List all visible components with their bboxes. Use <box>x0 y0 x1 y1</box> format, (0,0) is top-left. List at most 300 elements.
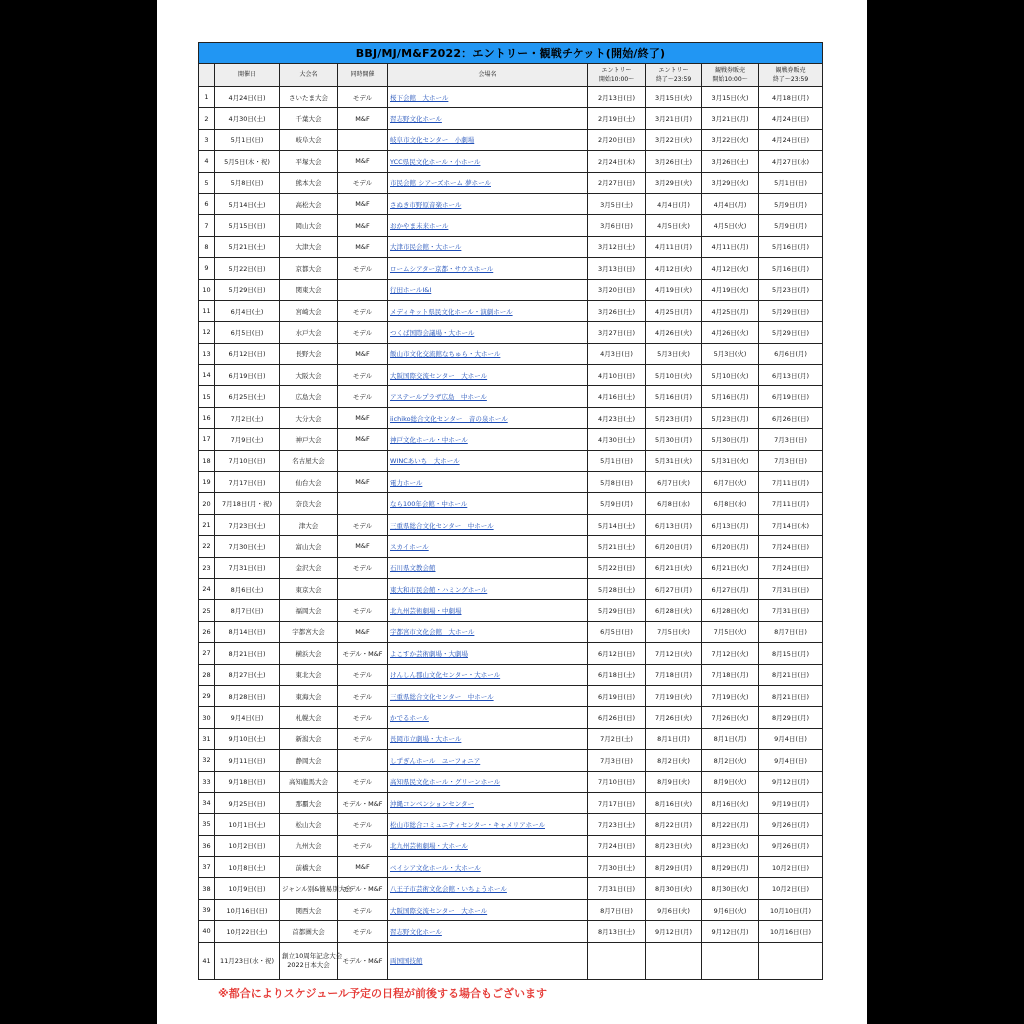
category: モデル <box>338 728 388 749</box>
event-name: 金沢大会 <box>280 557 338 578</box>
category: モデル <box>338 258 388 279</box>
event-name: 新潟大会 <box>280 728 338 749</box>
event-name: さいたま大会 <box>280 87 338 108</box>
event-name <box>280 942 343 979</box>
row-number: 40 <box>199 921 215 942</box>
category: M&F <box>338 151 388 172</box>
ticket-end: 9月26日(月) <box>759 814 823 835</box>
entry-start: 5月14日(土) <box>588 514 646 535</box>
ticket-start: 3月22日(火) <box>702 129 759 150</box>
row-number: 29 <box>199 685 215 706</box>
entry-end: 8月2日(火) <box>646 750 702 771</box>
entry-end: 4月5日(火) <box>646 215 702 236</box>
entry-end: 9月12日(月) <box>646 921 702 942</box>
entry-start: 2月20日(日) <box>588 129 646 150</box>
entry-end: 8月29日(月) <box>646 857 702 878</box>
category: モデル・M&F <box>338 878 388 899</box>
event-name: 東北大会 <box>280 664 338 685</box>
ticket-start: 6月8日(水) <box>702 493 759 514</box>
row-number: 17 <box>199 429 215 450</box>
ticket-start: 5月23日(月) <box>702 407 759 428</box>
entry-start: 5月21日(土) <box>588 536 646 557</box>
ticket-end: 9月4日(日) <box>759 728 823 749</box>
venue-link[interactable]: 北九州芸術劇場・中劇場 <box>388 600 588 621</box>
entry-end: 4月26日(火) <box>646 322 702 343</box>
ticket-end: 5月9日(月) <box>759 193 823 214</box>
event-date: 5月8日(日) <box>215 172 280 193</box>
ticket-end: 10月10日(月) <box>759 899 823 920</box>
entry-start: 6月19日(日) <box>588 685 646 706</box>
category: モデル <box>338 814 388 835</box>
table-row <box>199 792 823 813</box>
event-date: 5月29日(日) <box>215 279 280 300</box>
category: モデル・M&F <box>338 643 388 664</box>
venue-link[interactable]: 三重県総合文化センター 中ホール <box>388 514 588 535</box>
entry-end: 3月15日(火) <box>646 87 702 108</box>
ticket-start: 8月29日(月) <box>702 857 759 878</box>
table-row <box>199 236 823 257</box>
entry-start: 4月30日(土) <box>588 429 646 450</box>
entry-start: 2月19日(土) <box>588 108 646 129</box>
venue-link[interactable]: WINCあいち 大ホール <box>388 450 588 471</box>
row-number: 26 <box>199 621 215 642</box>
ticket-end: 9月12日(月) <box>759 771 823 792</box>
ticket-end: 10月2日(日) <box>759 857 823 878</box>
entry-start: 7月24日(日) <box>588 835 646 856</box>
row-number: 25 <box>199 600 215 621</box>
venue-link[interactable]: 桜下会館 大ホール <box>388 87 588 108</box>
category: モデル <box>338 365 388 386</box>
row-number: 35 <box>199 814 215 835</box>
ticket-start: 8月9日(火) <box>702 771 759 792</box>
row-number: 4 <box>199 151 215 172</box>
event-date: 10月2日(日) <box>215 835 280 856</box>
row-number: 19 <box>199 472 215 493</box>
venue-link[interactable]: 両国国技館 <box>388 942 588 979</box>
ticket-end: 9月26日(月) <box>759 835 823 856</box>
entry-end: 8月16日(火) <box>646 792 702 813</box>
ticket-end: 4月24日(日) <box>759 129 823 150</box>
ticket-end: 6月6日(月) <box>759 343 823 364</box>
ticket-start <box>702 942 759 979</box>
ticket-start: 5月10日(火) <box>702 365 759 386</box>
ticket-end <box>759 942 823 979</box>
table-row <box>199 899 823 920</box>
entry-end: 6月27日(月) <box>646 578 702 599</box>
venue-link[interactable]: かでるホール <box>388 707 588 728</box>
ticket-start: 4月25日(月) <box>702 300 759 321</box>
event-date: 5月1日(日) <box>215 129 280 150</box>
table-row <box>199 536 823 557</box>
venue-link[interactable]: ベイシア文化ホール・大ホール <box>388 857 588 878</box>
ticket-end: 5月1日(日) <box>759 172 823 193</box>
table-row <box>199 472 823 493</box>
category: M&F <box>338 215 388 236</box>
event-name: 津大会 <box>280 514 338 535</box>
event-name: 名古屋大会 <box>280 450 338 471</box>
ticket-start: 5月16日(月) <box>702 386 759 407</box>
event-date: 10月1日(土) <box>215 814 280 835</box>
ticket-start: 5月31日(火) <box>702 450 759 471</box>
event-name: 水戸大会 <box>280 322 338 343</box>
ticket-end: 4月18日(月) <box>759 87 823 108</box>
ticket-start: 6月7日(火) <box>702 472 759 493</box>
entry-start <box>588 942 646 979</box>
entry-start: 2月27日(日) <box>588 172 646 193</box>
event-date: 9月25日(日) <box>215 792 280 813</box>
entry-end: 7月26日(火) <box>646 707 702 728</box>
entry-end: 3月21日(月) <box>646 108 702 129</box>
venue-link[interactable]: アステールプラザ広島 中ホール <box>388 386 588 407</box>
header-entry-end: エントリー 終了～23:59 <box>646 64 702 87</box>
venue-link[interactable]: 北九州芸術劇場・大ホール <box>388 835 588 856</box>
entry-end: 5月10日(火) <box>646 365 702 386</box>
entry-end: 8月22日(月) <box>646 814 702 835</box>
category: モデル <box>338 322 388 343</box>
ticket-end: 10月16日(日) <box>759 921 823 942</box>
table-row <box>199 578 823 599</box>
ticket-start: 3月15日(火) <box>702 87 759 108</box>
table-row <box>199 857 823 878</box>
ticket-end: 5月9日(月) <box>759 215 823 236</box>
venue-link[interactable]: なら100年会館・中ホール <box>388 493 588 514</box>
event-name: 松山大会 <box>280 814 338 835</box>
entry-start: 2月13日(日) <box>588 87 646 108</box>
category <box>338 450 388 471</box>
table-row <box>199 942 823 979</box>
venue-link[interactable]: しずぎんホール ユーフォニア <box>388 750 588 771</box>
entry-end: 5月31日(火) <box>646 450 702 471</box>
ticket-start: 3月29日(火) <box>702 172 759 193</box>
entry-end <box>646 942 702 979</box>
entry-start: 3月27日(日) <box>588 322 646 343</box>
row-number: 16 <box>199 407 215 428</box>
entry-start: 5月28日(土) <box>588 578 646 599</box>
venue-link[interactable]: 大阪国際交流センター 大ホール <box>388 365 588 386</box>
ticket-start: 6月13日(月) <box>702 514 759 535</box>
ticket-start: 8月2日(火) <box>702 750 759 771</box>
event-name: 首都圏大会 <box>280 921 338 942</box>
table-row <box>199 643 823 664</box>
event-date: 9月4日(日) <box>215 707 280 728</box>
header-venue: 会場名 <box>388 64 588 87</box>
venue-link[interactable]: けんしん郡山文化センター・大ホール <box>388 664 588 685</box>
table-row <box>199 151 823 172</box>
event-date: 7月10日(日) <box>215 450 280 471</box>
row-number: 20 <box>199 493 215 514</box>
ticket-start: 9月6日(火) <box>702 899 759 920</box>
event-name: 奈良大会 <box>280 493 338 514</box>
event-name: ジャンル別&簡易別大会 <box>280 878 338 899</box>
venue-link[interactable]: 習志野文化ホール <box>388 921 588 942</box>
category: モデル <box>338 685 388 706</box>
entry-start: 6月18日(土) <box>588 664 646 685</box>
row-number: 38 <box>199 878 215 899</box>
entry-end: 5月23日(月) <box>646 407 702 428</box>
venue-link[interactable]: 神戸文化ホール・中ホール <box>388 429 588 450</box>
row-number: 22 <box>199 536 215 557</box>
row-number: 23 <box>199 557 215 578</box>
category <box>338 279 388 300</box>
ticket-start: 7月18日(月) <box>702 664 759 685</box>
header-category: 同時開催 <box>338 64 388 87</box>
event-name: 福岡大会 <box>280 600 338 621</box>
event-date: 6月5日(日) <box>215 322 280 343</box>
ticket-start: 7月19日(火) <box>702 685 759 706</box>
entry-end: 4月19日(火) <box>646 279 702 300</box>
event-date: 4月24日(日) <box>215 87 280 108</box>
event-name: 大阪大会 <box>280 365 338 386</box>
category: モデル <box>338 386 388 407</box>
ticket-end: 7月31日(日) <box>759 600 823 621</box>
category <box>338 129 388 150</box>
ticket-end: 9月19日(月) <box>759 792 823 813</box>
table-row <box>199 87 823 108</box>
venue-link[interactable]: つくば国際会議場・大ホール <box>388 322 588 343</box>
venue-link[interactable]: 長岡市立劇場・大ホール <box>388 728 588 749</box>
row-number: 21 <box>199 514 215 535</box>
header-entry-start: エントリー 開始10:00～ <box>588 64 646 87</box>
ticket-start: 5月3日(火) <box>702 343 759 364</box>
category <box>338 493 388 514</box>
entry-end: 8月30日(火) <box>646 878 702 899</box>
event-date: 9月10日(土) <box>215 728 280 749</box>
event-name: 宮崎大会 <box>280 300 338 321</box>
event-date: 7月31日(日) <box>215 557 280 578</box>
row-number: 15 <box>199 386 215 407</box>
category: M&F <box>338 536 388 557</box>
entry-end: 5月30日(月) <box>646 429 702 450</box>
header-date: 開催日 <box>215 64 280 87</box>
entry-start: 2月24日(木) <box>588 151 646 172</box>
event-name: 東京大会 <box>280 578 338 599</box>
row-number: 7 <box>199 215 215 236</box>
venue-link[interactable]: 大阪国際交流センター 大ホール <box>388 899 588 920</box>
table-row <box>199 343 823 364</box>
category: モデル <box>338 771 388 792</box>
venue-link[interactable]: 大津市民会館・大ホール <box>388 236 588 257</box>
event-name: 大分大会 <box>280 407 338 428</box>
row-number: 1 <box>199 87 215 108</box>
entry-end: 3月26日(土) <box>646 151 702 172</box>
ticket-end: 5月29日(日) <box>759 300 823 321</box>
ticket-start: 6月20日(月) <box>702 536 759 557</box>
table-row <box>199 557 823 578</box>
table-row <box>199 300 823 321</box>
row-number: 13 <box>199 343 215 364</box>
category: M&F <box>338 236 388 257</box>
ticket-end: 4月27日(水) <box>759 151 823 172</box>
event-name: 京都大会 <box>280 258 338 279</box>
ticket-end: 6月26日(日) <box>759 407 823 428</box>
ticket-end: 6月19日(日) <box>759 386 823 407</box>
venue-link[interactable]: スカイホール <box>388 536 588 557</box>
category <box>338 578 388 599</box>
entry-end: 6月20日(月) <box>646 536 702 557</box>
venue-link[interactable]: 八王子市芸術文化会館・いちょうホール <box>388 878 588 899</box>
venue-link[interactable]: メディキット県民文化ホール・演劇ホール <box>388 300 588 321</box>
ticket-start: 8月16日(火) <box>702 792 759 813</box>
table-row <box>199 707 823 728</box>
entry-start: 5月1日(日) <box>588 450 646 471</box>
ticket-end: 8月29日(月) <box>759 707 823 728</box>
venue-link[interactable]: ロームシアター京都・サウスホール <box>388 258 588 279</box>
event-date: 10月16日(日) <box>215 899 280 920</box>
venue-link[interactable]: 電力ホール <box>388 472 588 493</box>
event-date: 6月25日(土) <box>215 386 280 407</box>
schedule-table <box>198 42 823 980</box>
ticket-start: 8月22日(月) <box>702 814 759 835</box>
ticket-end: 7月31日(日) <box>759 578 823 599</box>
event-name: 岐阜大会 <box>280 129 338 150</box>
row-number: 37 <box>199 857 215 878</box>
table-row <box>199 429 823 450</box>
entry-start: 3月26日(土) <box>588 300 646 321</box>
ticket-end: 5月23日(月) <box>759 279 823 300</box>
venue-link[interactable]: 習志野文化ホール <box>388 108 588 129</box>
ticket-start: 9月12日(月) <box>702 921 759 942</box>
entry-end: 4月25日(月) <box>646 300 702 321</box>
category: モデル <box>338 899 388 920</box>
category: モデル <box>338 172 388 193</box>
event-name: 高知龍馬大会 <box>280 771 338 792</box>
venue-link[interactable]: さぬき市野原音楽ホール <box>388 193 588 214</box>
event-date: 7月2日(土) <box>215 407 280 428</box>
venue-link[interactable]: YCC県民文化ホール・小ホール <box>388 151 588 172</box>
event-name: 前橋大会 <box>280 857 338 878</box>
venue-link[interactable]: 東大和市民会館・ハミングホール <box>388 578 588 599</box>
venue-link[interactable]: 高知県民文化ホール・グリーンホール <box>388 771 588 792</box>
event-date: 7月23日(土) <box>215 514 280 535</box>
event-name: 札幌大会 <box>280 707 338 728</box>
event-name: 神戸大会 <box>280 429 338 450</box>
venue-link[interactable]: 市民会館 シアーズホーム 夢ホール <box>388 172 588 193</box>
event-name-line: 創立10周年記念大会 <box>282 951 343 960</box>
entry-start: 4月23日(土) <box>588 407 646 428</box>
entry-start: 3月12日(土) <box>588 236 646 257</box>
entry-start: 7月17日(日) <box>588 792 646 813</box>
venue-link[interactable]: おかやま未来ホール <box>388 215 588 236</box>
venue-link[interactable]: 松山市総合コミュニティセンター・キャメリアホール <box>388 814 588 835</box>
header-row <box>199 64 823 87</box>
event-name: 千葉大会 <box>280 108 338 129</box>
table-row <box>199 215 823 236</box>
table-row <box>199 771 823 792</box>
row-number: 31 <box>199 728 215 749</box>
row-number: 12 <box>199 322 215 343</box>
event-date: 10月8日(土) <box>215 857 280 878</box>
header-ticket-end: 観戦券販売 終了～23:59 <box>759 64 823 87</box>
header-no <box>199 64 215 87</box>
event-date: 8月21日(日) <box>215 643 280 664</box>
ticket-end: 10月2日(日) <box>759 878 823 899</box>
venue-link[interactable]: 石川県文教会館 <box>388 557 588 578</box>
venue-link[interactable]: 宇都宮市文化会館 大ホール <box>388 621 588 642</box>
entry-start: 5月29日(日) <box>588 600 646 621</box>
entry-start: 5月9日(月) <box>588 493 646 514</box>
ticket-end: 5月16日(月) <box>759 236 823 257</box>
entry-end: 6月28日(火) <box>646 600 702 621</box>
entry-start: 3月6日(日) <box>588 215 646 236</box>
event-date: 7月17日(日) <box>215 472 280 493</box>
event-date: 9月18日(日) <box>215 771 280 792</box>
category: M&F <box>338 857 388 878</box>
category: モデル <box>338 557 388 578</box>
venue-link[interactable]: 三重県総合文化センター 中ホール <box>388 685 588 706</box>
header-event: 大会名 <box>280 64 338 87</box>
ticket-start: 4月5日(火) <box>702 215 759 236</box>
entry-end: 3月22日(火) <box>646 129 702 150</box>
category: モデル・M&F <box>338 792 388 813</box>
venue-link[interactable]: iichiko総合文化センター 音の泉ホール <box>388 407 588 428</box>
table-row <box>199 514 823 535</box>
ticket-end: 7月3日(日) <box>759 450 823 471</box>
entry-end: 6月21日(火) <box>646 557 702 578</box>
venue-link[interactable]: 行田ホールI&I <box>388 279 588 300</box>
event-name: 那覇大会 <box>280 792 338 813</box>
ticket-end: 8月15日(月) <box>759 643 823 664</box>
row-number: 27 <box>199 643 215 664</box>
entry-end: 5月3日(火) <box>646 343 702 364</box>
ticket-start: 7月26日(火) <box>702 707 759 728</box>
row-number: 39 <box>199 899 215 920</box>
ticket-end: 8月21日(日) <box>759 685 823 706</box>
entry-start: 8月7日(日) <box>588 899 646 920</box>
category: モデル <box>338 600 388 621</box>
entry-end: 7月5日(火) <box>646 621 702 642</box>
ticket-start: 4月11日(月) <box>702 236 759 257</box>
ticket-start: 6月21日(火) <box>702 557 759 578</box>
event-date: 8月27日(土) <box>215 664 280 685</box>
entry-start: 4月3日(日) <box>588 343 646 364</box>
ticket-end: 5月29日(日) <box>759 322 823 343</box>
ticket-start: 6月28日(火) <box>702 600 759 621</box>
category: モデル <box>338 664 388 685</box>
entry-end: 4月11日(月) <box>646 236 702 257</box>
document-sheet <box>157 0 867 1024</box>
category: モデル <box>338 921 388 942</box>
ticket-end: 8月7日(日) <box>759 621 823 642</box>
venue-link[interactable]: 沖縄コンベンションセンター <box>388 792 588 813</box>
event-name: 横浜大会 <box>280 643 338 664</box>
event-name: 平塚大会 <box>280 151 338 172</box>
event-date: 8月7日(日) <box>215 600 280 621</box>
entry-start: 3月20日(日) <box>588 279 646 300</box>
event-date: 8月6日(土) <box>215 578 280 599</box>
ticket-start: 4月4日(月) <box>702 193 759 214</box>
schedule-note: ※都合によりスケジュール予定の日程が前後する場合もございます <box>218 987 548 1000</box>
venue-link[interactable]: 飯山市文化交流館なちゅら・大ホール <box>388 343 588 364</box>
table-row <box>199 493 823 514</box>
entry-start: 8月13日(土) <box>588 921 646 942</box>
venue-link[interactable]: よこすか芸術劇場・大劇場 <box>388 643 588 664</box>
venue-link[interactable]: 岐阜市文化センター 小劇場 <box>388 129 588 150</box>
event-date: 10月9日(日) <box>215 878 280 899</box>
entry-start: 3月5日(土) <box>588 193 646 214</box>
event-date: 5月14日(土) <box>215 193 280 214</box>
entry-start: 7月10日(日) <box>588 771 646 792</box>
ticket-end: 7月11日(月) <box>759 472 823 493</box>
entry-start: 6月26日(日) <box>588 707 646 728</box>
event-name: 仙台大会 <box>280 472 338 493</box>
event-date: 10月22日(土) <box>215 921 280 942</box>
ticket-end: 7月14日(木) <box>759 514 823 535</box>
category: モデル <box>338 300 388 321</box>
table-row <box>199 450 823 471</box>
category: M&F <box>338 472 388 493</box>
category: M&F <box>338 108 388 129</box>
event-date: 5月5日(木・祝) <box>215 151 280 172</box>
